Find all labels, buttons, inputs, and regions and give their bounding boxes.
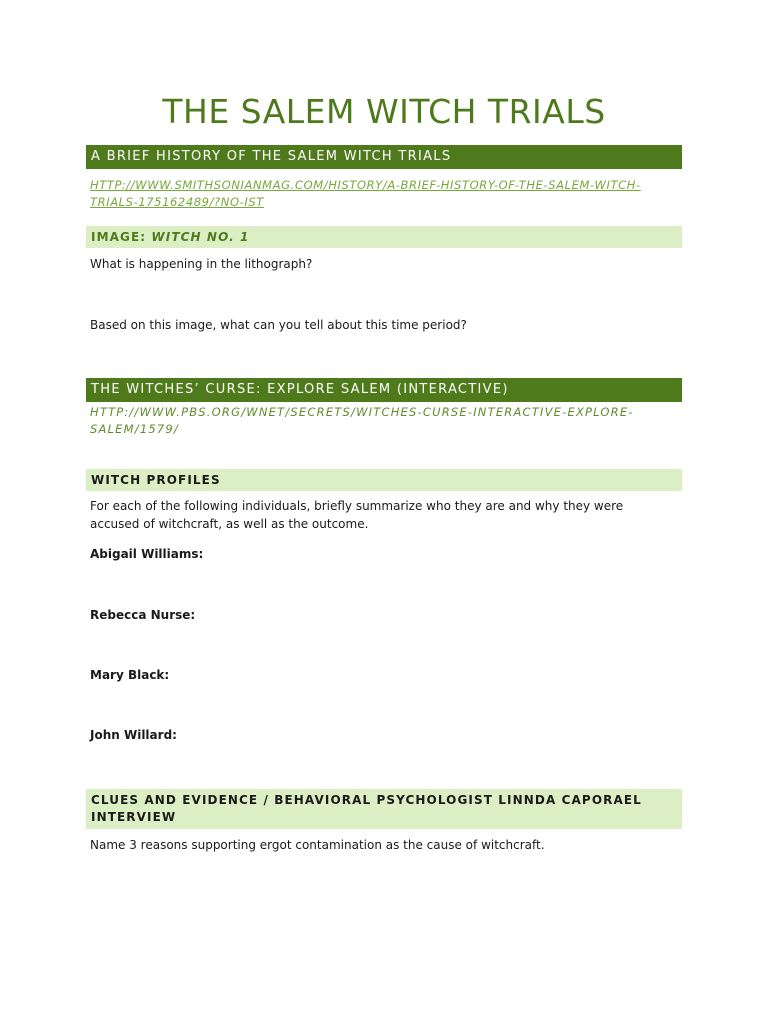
profile-abigail-williams: Abigail Williams: bbox=[90, 547, 204, 561]
smithsonian-link[interactable]: HTTP://WWW.SMITHSONIANMAG.COM/HISTORY/A-BRIEF-HISTORY-OF-THE-SALEM-WITCH-TRIALS-175162489/?NO-IST bbox=[90, 178, 641, 209]
time-period-question: Based on this image, what can you tell about this time period? bbox=[90, 318, 467, 332]
image-heading-prefix: IMAGE: bbox=[91, 230, 152, 244]
section-heading-history: A BRIEF HISTORY OF THE SALEM WITCH TRIALS bbox=[86, 145, 682, 169]
section-heading-curse: THE WITCHES’ CURSE: EXPLORE SALEM (INTERACTIVE) bbox=[86, 378, 682, 402]
section-heading-profiles: WITCH PROFILES bbox=[86, 469, 682, 491]
section-heading-clues: CLUES AND EVIDENCE / BEHAVIORAL PSYCHOLOGIST LINNDA CAPORAEL INTERVIEW bbox=[86, 789, 682, 829]
section-heading-image bbox=[86, 226, 682, 248]
pbs-link[interactable]: HTTP://WWW.PBS.ORG/WNET/SECRETS/WITCHES-CURSE-INTERACTIVE-EXPLORE-SALEM/1579/ bbox=[90, 405, 634, 436]
lithograph-question: What is happening in the lithograph? bbox=[90, 257, 313, 271]
profile-mary-black: Mary Black: bbox=[90, 668, 170, 682]
ergot-question: Name 3 reasons supporting ergot contamination as the cause of witchcraft. bbox=[90, 838, 545, 852]
profile-john-willard: John Willard: bbox=[90, 728, 177, 742]
profile-rebecca-nurse: Rebecca Nurse: bbox=[90, 608, 196, 622]
page-title: THE SALEM WITCH TRIALS bbox=[162, 92, 606, 131]
profiles-instructions: For each of the following individuals, briefly summarize who they are and why they were accused of witchcraft, as well as the outcome. bbox=[90, 499, 624, 531]
image-heading-title: WITCH NO. 1 bbox=[151, 230, 250, 244]
